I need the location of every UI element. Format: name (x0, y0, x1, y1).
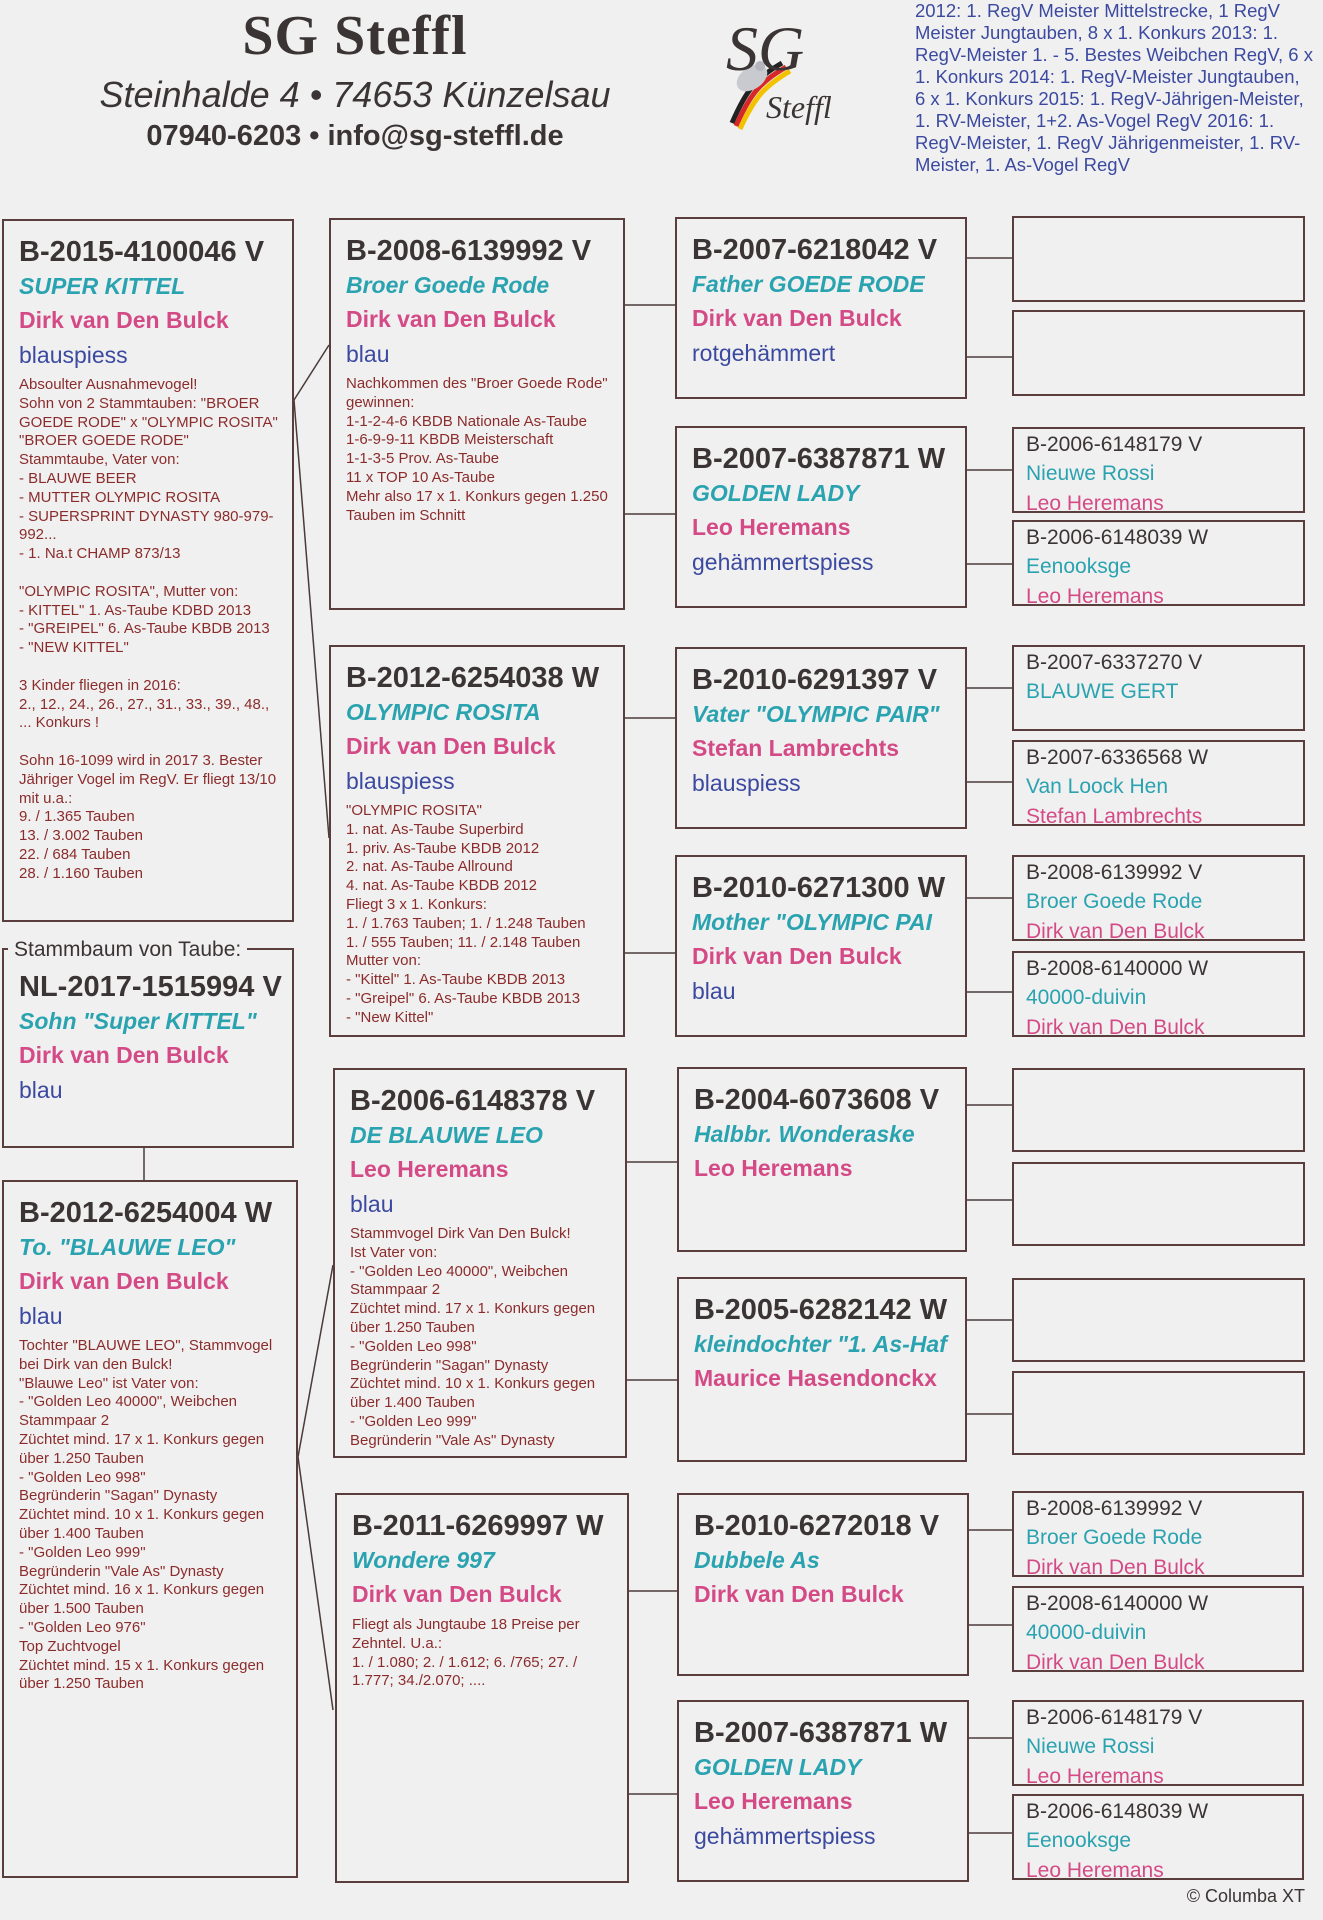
pigeon-color: blauspiess (346, 768, 455, 794)
pigeon-breeder: Leo Heremans (1026, 1765, 1164, 1786)
pigeon-name: Eenooksge (1026, 555, 1132, 578)
gen3-card-6 (677, 1277, 967, 1462)
pigeon-breeder: Dirk van Den Bulck (19, 1042, 229, 1068)
pigeon-color: gehämmertspiess (694, 1823, 876, 1849)
pigeon-name: Broer Goede Rode (1026, 1526, 1203, 1549)
pigeon-name: OLYMPIC ROSITA (346, 699, 541, 725)
pigeon-name: Nieuwe Rossi (1026, 462, 1155, 485)
gen4-card-7 (1012, 855, 1305, 941)
gen4-card-16 (1012, 1794, 1304, 1880)
gen4-card-8 (1012, 951, 1305, 1037)
pigeon-breeder: Dirk van Den Bulck (692, 305, 902, 331)
gen4-card-14 (1012, 1586, 1304, 1672)
sire-card (2, 219, 294, 922)
pigeon-ring-number: B-2015-4100046 V (19, 236, 265, 268)
granddam-maternal-card (335, 1493, 629, 1883)
pigeon-color: blau (19, 1077, 63, 1103)
pigeon-breeder: Dirk van Den Bulck (1026, 1556, 1205, 1577)
pigeon-breeder: Dirk van Den Bulck (352, 1581, 562, 1607)
pigeon-notes: Tochter "BLAUWE LEO", Stammvogel bei Dirk van den Bulck! "Blauwe Leo" ist Vater von: - "Golden Leo 40000", Weibchen Stammpaar 2 Züchtet mind. 17 x 1. Konkurs gegen über 1.250 Tauben - "Golden Leo 998" Begründerin "Sagan" Dynasty Züchtet mind. 10 x 1. Konkurs gegen über 1.400 Tauben - "Golden Leo 999" Begründerin "Vale As" Dynasty Züchtet mind. 16 x 1. Konkurs gegen über 1.500 Tauben - "Golden Leo 976" Top Zuchtvogel Züchtet mind. 15 x 1. Konkurs gegen über 1.250 Tauben (19, 1337, 273, 1693)
pigeon-ring-number: B-2006-6148179 V (1026, 1706, 1203, 1729)
pigeon-color: blau (346, 341, 390, 367)
pigeon-color: blau (692, 978, 736, 1004)
pigeon-notes: Stammvogel Dirk Van Den Bulck! Ist Vater von: - "Golden Leo 40000", Weibchen Stammpaar 2 Züchtet mind. 17 x 1. Konkurs gegen über 1.250 Tauben - "Golden Leo 998" Begründerin "Sagan" Dynasty Züchtet mind. 10 x 1. Konkurs gegen über 1.400 Tauben - "Golden Leo 999" Begründerin "Vale As" Dynasty (350, 1225, 596, 1449)
granddam-paternal-card (329, 645, 625, 1037)
pigeon-ring-number: B-2006-6148039 W (1026, 526, 1209, 549)
gen4-card-4 (1012, 520, 1305, 606)
pigeon-ring-number: B-2012-6254038 W (346, 662, 600, 694)
gen4-card-6 (1012, 740, 1305, 826)
pigeon-name: Van Loock Hen (1026, 775, 1169, 798)
gen3-card-1 (675, 217, 967, 399)
pigeon-breeder: Dirk van Den Bulck (19, 1268, 229, 1294)
pigeon-name: GOLDEN LADY (694, 1754, 862, 1780)
pigeon-breeder: Dirk van Den Bulck (1026, 1651, 1205, 1672)
pigeon-ring-number: B-2006-6148039 W (1026, 1800, 1209, 1823)
pigeon-ring-number: B-2007-6336568 W (1026, 746, 1209, 769)
pigeon-breeder: Leo Heremans (1026, 1859, 1164, 1880)
pigeon-notes: Nachkommen des "Broer Goede Rode" gewinnen: 1-1-2-4-6 KBDB Nationale As-Taube 1-6-9-9-11 KBDB Meisterschaft 1-1-3-5 Prov. As-Taube 11 x TOP 10 As-Taube Mehr also 17 x 1. Konkurs gegen 1.250 Tauben im Schnitt (346, 375, 608, 524)
pigeon-ring-number: NL-2017-1515994 V (19, 971, 282, 1003)
breeder-name: SG Steffl (242, 5, 468, 67)
pigeon-ring-number: B-2011-6269997 W (352, 1510, 604, 1542)
pigeon-ring-number: B-2010-6272018 V (694, 1510, 940, 1542)
pigeon-breeder: Dirk van Den Bulck (1026, 1016, 1205, 1037)
breeder-contact: 07940-6203 • info@sg-steffl.de (146, 120, 564, 152)
gen4-card-1 (1012, 216, 1305, 302)
pigeon-breeder: Leo Heremans (350, 1156, 509, 1182)
pigeon-ring-number: B-2010-6291397 V (692, 664, 938, 696)
pigeon-ring-number: B-2008-6139992 V (1026, 1497, 1203, 1520)
gen3-card-7 (677, 1493, 969, 1676)
logo-text-sg: SG (726, 13, 805, 84)
pigeon-breeder: Stefan Lambrechts (1026, 805, 1203, 826)
gen4-card-2 (1012, 310, 1305, 396)
gen3-card-5 (677, 1067, 967, 1252)
pigeon-name: Broer Goede Rode (1026, 890, 1203, 913)
grandsire-paternal-card (329, 218, 625, 610)
pigeon-name: Nieuwe Rossi (1026, 1735, 1155, 1758)
pigeon-name: Father GOEDE RODE (692, 271, 925, 297)
grandsire-maternal-card (333, 1068, 627, 1458)
gen4-card-9 (1012, 1068, 1305, 1152)
pigeon-breeder: Leo Heremans (694, 1155, 853, 1181)
gen4-card-15 (1012, 1700, 1304, 1786)
pigeon-name: BLAUWE GERT (1026, 680, 1179, 703)
pigeon-ring-number: B-2006-6148378 V (350, 1085, 596, 1117)
pigeon-notes: Absoulter Ausnahmevogel! Sohn von 2 Stammtauben: "BROER GOEDE RODE" x "OLYMPIC ROSITA" "BROER GOEDE RODE" Stammtaube, Vater von: - BLAUWE BEER - MUTTER OLYMPIC ROSITA - SUPERSPRINT DYNASTY 980-979-992... - 1. Na.t CHAMP 873/13 "OLYMPIC ROSITA", Mutter von: - KITTEL" 1. As-Taube KDBD 2013 - "GREIPEL" 6. As-Taube KBDB 2013 - "NEW KITTEL" 3 Kinder fliegen in 2016: 2., 12., 24., 26., 27., 31., 33., 39., 48., ... Konkurs ! Sohn 16-1099 wird in 2017 3. Bester Jähriger Vogel im RegV. Er fliegt 13/10 mit u.a.: 9. / 1.365 Tauben 13. / 3.002 Tauben 22. / 684 Tauben 28. / 1.160 Tauben (19, 376, 278, 882)
software-credit: © Columba XT (1186, 1886, 1305, 1906)
pigeon-ring-number: B-2007-6387871 W (694, 1717, 948, 1749)
gen4-card-3 (1012, 427, 1305, 513)
breeder-address: Steinhalde 4 • 74653 Künzelsau (99, 74, 611, 115)
pigeon-ring-number: B-2008-6140000 W (1026, 1592, 1209, 1615)
pigeon-ring-number: B-2005-6282142 W (694, 1294, 948, 1326)
pigeon-name: Broer Goede Rode (346, 272, 550, 298)
pigeon-breeder: Dirk van Den Bulck (692, 943, 902, 969)
pigeon-name: Vater "OLYMPIC PAIR" (692, 701, 940, 727)
pigeon-breeder: Stefan Lambrechts (692, 735, 900, 761)
gen4-card-13 (1012, 1491, 1304, 1577)
pigeon-ring-number: B-2007-6387871 W (692, 443, 946, 475)
pigeon-name: Sohn "Super KITTEL" (19, 1008, 257, 1034)
sg-steffl-logo (712, 8, 852, 138)
pigeon-name: Eenooksge (1026, 1829, 1132, 1852)
pigeon-name: DE BLAUWE LEO (350, 1122, 543, 1148)
pigeon-name: 40000-duivin (1026, 986, 1147, 1009)
pigeon-breeder: Leo Heremans (694, 1788, 853, 1814)
pigeon-name: Wondere 997 (352, 1547, 495, 1573)
pedigree-of-label: Stammbaum von Taube: (8, 938, 247, 962)
pigeon-name: Halbbr. Wonderaske (694, 1121, 915, 1147)
dam-card (2, 1180, 298, 1878)
pigeon-ring-number: B-2010-6271300 W (692, 872, 946, 904)
pigeon-name: kleindochter "1. As-Haf (694, 1331, 947, 1357)
breeder-awards: 2012: 1. RegV Meister Mittelstrecke, 1 RegV Meister Jungtauben, 8 x 1. Konkurs 2013: 1. RegV-Meister 1. - 5. Bestes Weibchen RegV, 6 x 1. Konkurs 2014: 1. RegV-Meister Jungtauben, 6 x 1. Konkurs 2015: 1. RegV-Jährigen-Meister, 1. RV-Meister, 1+2. As-Vogel RegV 2016: 1. RegV-Meister, 1. RegV Jährigenmeister, 1. RV-Meister, 1. As-Vogel RegV (915, 0, 1313, 175)
pigeon-color: blau (19, 1303, 63, 1329)
gen4-card-10 (1012, 1162, 1305, 1246)
subject-card (2, 948, 294, 1148)
pigeon-breeder: Dirk van Den Bulck (694, 1581, 904, 1607)
pigeon-name: To. "BLAUWE LEO" (19, 1234, 236, 1260)
gen3-card-2 (675, 426, 967, 608)
gen3-card-4 (675, 855, 967, 1037)
pigeon-breeder: Leo Heremans (1026, 585, 1164, 606)
logo-text-steffl: Steffl (766, 89, 832, 125)
pigeon-breeder: Leo Heremans (692, 514, 851, 540)
pigeon-breeder: Dirk van Den Bulck (346, 733, 556, 759)
pigeon-name: Dubbele As (694, 1547, 820, 1573)
pigeon-ring-number: B-2006-6148179 V (1026, 433, 1203, 456)
pigeon-color: rotgehämmert (692, 340, 836, 366)
pigeon-ring-number: B-2008-6139992 V (1026, 861, 1203, 884)
pigeon-breeder: Dirk van Den Bulck (1026, 920, 1205, 941)
pigeon-notes: Fliegt als Jungtaube 18 Preise per Zehntel. U.a.: 1. / 1.080; 2. / 1.612; 6. /765; 27. / 1.777; 34./2.070; .... (352, 1616, 580, 1690)
gen4-card-12 (1012, 1371, 1305, 1455)
gen4-card-5 (1012, 645, 1305, 731)
gen3-card-8 (677, 1700, 969, 1882)
gen4-card-11 (1012, 1278, 1305, 1362)
pigeon-name: GOLDEN LADY (692, 480, 860, 506)
pigeon-ring-number: B-2007-6337270 V (1026, 651, 1203, 674)
pigeon-color: blauspiess (19, 342, 128, 368)
pigeon-color: gehämmertspiess (692, 549, 874, 575)
pigeon-ring-number: B-2012-6254004 W (19, 1197, 273, 1229)
pigeon-breeder: Maurice Hasendonckx (694, 1365, 937, 1391)
pigeon-notes: "OLYMPIC ROSITA" 1. nat. As-Taube Superbird 1. priv. As-Taube KBDB 2012 2. nat. As-Taube Allround 4. nat. As-Taube KBDB 2012 Fliegt 3 x 1. Konkurs: 1. / 1.763 Tauben; 1. / 1.248 Tauben 1. / 555 Tauben; 11. / 2.148 Tauben Mutter von: - "Kittel" 1. As-Taube KBDB 2013 - "Greipel" 6. As-Taube KBDB 2013 - "New Kittel" (346, 802, 586, 1026)
pigeon-ring-number: B-2008-6140000 W (1026, 957, 1209, 980)
pigeon-color: blau (350, 1191, 394, 1217)
pigeon-name: SUPER KITTEL (19, 273, 186, 299)
gen3-card-3 (675, 647, 967, 829)
pigeon-breeder: Dirk van Den Bulck (19, 307, 229, 333)
pigeon-breeder: Leo Heremans (1026, 492, 1164, 513)
pigeon-name: Mother "OLYMPIC PAI (692, 909, 933, 935)
pigeon-ring-number: B-2007-6218042 V (692, 234, 938, 266)
pigeon-breeder: Dirk van Den Bulck (346, 306, 556, 332)
pigeon-name: 40000-duivin (1026, 1621, 1147, 1644)
pigeon-ring-number: B-2008-6139992 V (346, 235, 592, 267)
pigeon-color: blauspiess (692, 770, 801, 796)
pigeon-ring-number: B-2004-6073608 V (694, 1084, 940, 1116)
